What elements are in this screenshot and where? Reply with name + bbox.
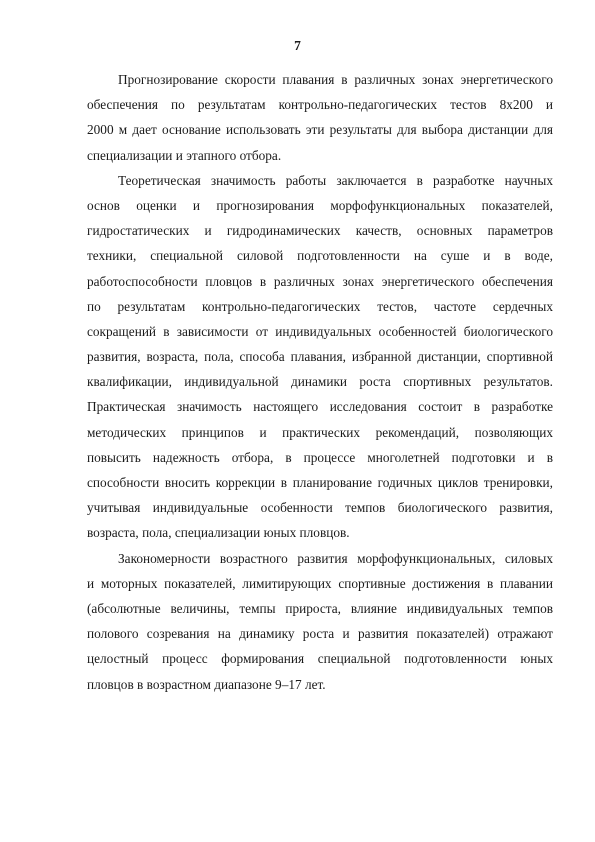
paragraph-regularities bbox=[87, 546, 553, 697]
text-line: (абсолютные величины, темпы прироста, влияние индивидуальных темпов bbox=[87, 600, 553, 616]
text-line: учитывая индивидуальные особенности темпов биологического развития, bbox=[87, 500, 553, 516]
text-line: работоспособности пловцов в различных зонах энергетического обеспечения bbox=[87, 273, 553, 289]
paragraph-significance bbox=[87, 168, 553, 546]
text-line: Прогнозирование скорости плавания в различных зонах энергетического bbox=[118, 72, 553, 87]
text-line: способности вносить коррекции в планирование годичных циклов тренировки, bbox=[87, 475, 553, 490]
text-line: повысить надежность отбора, в процессе многолетней подготовки и в bbox=[87, 449, 553, 465]
text-line: Закономерности возрастного развития морфофункциональных, силовых bbox=[118, 550, 553, 566]
text-line: возраста, пола, специализации юных пловцов. bbox=[87, 525, 350, 541]
text-line: квалификации, индивидуальной динамики роста спортивных результатов. bbox=[87, 374, 553, 390]
text-line: Теоретическая значимость работы заключается в разработке научных bbox=[118, 172, 553, 188]
text-line: сокращений в зависимости от индивидуальных особенностей биологического bbox=[87, 323, 553, 339]
text-line: специализации и этапного отбора. bbox=[87, 147, 282, 163]
text-line: Практическая значимость настоящего исследования состоит в разработке bbox=[87, 399, 553, 415]
text-line: развития, возраста, пола, способа плавания, избранной дистанции, спортивной bbox=[87, 349, 553, 365]
text-line: 2000 м дает основание использовать эти результаты для выбора дистанции для bbox=[87, 122, 553, 138]
text-line: гидростатических и гидродинамических качеств, основных параметров bbox=[87, 223, 553, 239]
body-text bbox=[87, 67, 553, 697]
paragraph-forecasting bbox=[87, 67, 553, 168]
text-line: основ оценки и прогнозирования морфофункциональных показателей, bbox=[87, 197, 553, 213]
text-line: целостный процесс формирования специальной подготовленности юных bbox=[87, 651, 553, 667]
text-line: техники, специальной силовой подготовленности на суше и в воде, bbox=[87, 248, 553, 264]
text-line: и моторных показателей, лимитирующих спортивные достижения в плавании bbox=[87, 575, 553, 591]
page-number: 7 bbox=[294, 38, 301, 53]
text-line: пловцов в возрастном диапазоне 9–17 лет. bbox=[87, 676, 326, 692]
text-line: по результатам контрольно-педагогических тестов, частоте сердечных bbox=[87, 298, 553, 314]
text-line: полового созревания на динамику роста и развития показателей) отражают bbox=[87, 626, 553, 642]
text-line: методических принципов и практических рекомендаций, позволяющих bbox=[87, 424, 553, 440]
text-line: обеспечения по результатам контрольно-педагогических тестов 8x200 и bbox=[87, 97, 553, 113]
